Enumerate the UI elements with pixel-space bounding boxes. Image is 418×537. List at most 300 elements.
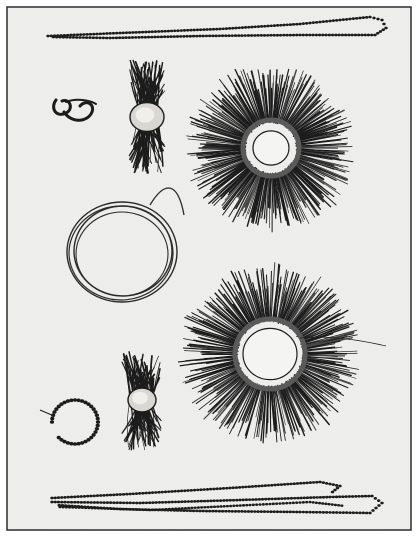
bead [92, 33, 95, 36]
bead [231, 510, 234, 513]
bead [365, 16, 368, 19]
bead [260, 25, 263, 28]
bead [141, 492, 144, 495]
bead [174, 501, 177, 504]
bead [205, 510, 208, 513]
bead [58, 36, 61, 39]
bead [341, 34, 344, 37]
bead [205, 35, 208, 38]
bead [208, 510, 211, 513]
bead [115, 501, 118, 504]
bead [125, 31, 128, 34]
bead [86, 501, 89, 504]
bead [115, 493, 118, 496]
bead [344, 495, 347, 498]
bead [192, 35, 195, 38]
bead [66, 399, 70, 403]
bead [322, 20, 325, 23]
bead [354, 495, 357, 498]
bead [254, 25, 257, 28]
bead [99, 32, 102, 35]
bead [193, 500, 196, 503]
bead [216, 499, 219, 502]
bead [224, 34, 227, 37]
bead [186, 29, 189, 32]
bead [318, 34, 321, 37]
bead [219, 505, 222, 508]
bead [132, 492, 135, 495]
bead [251, 498, 254, 501]
bead [67, 496, 70, 499]
bead [134, 31, 137, 34]
bead [193, 489, 196, 492]
bead [153, 36, 156, 39]
bead [336, 487, 339, 490]
bead [347, 34, 350, 37]
bead [163, 35, 166, 38]
bead [321, 34, 324, 37]
bead [286, 23, 289, 26]
bead [50, 501, 53, 504]
bead [269, 510, 272, 513]
bead [283, 483, 286, 486]
bead [199, 28, 202, 31]
bead [285, 34, 288, 37]
bead [205, 28, 208, 31]
bead [252, 504, 255, 507]
bead [324, 503, 327, 506]
bead [235, 486, 238, 489]
bead [229, 499, 232, 502]
bead [92, 36, 95, 39]
bead [298, 34, 301, 37]
bead [197, 506, 200, 509]
bead [370, 495, 373, 498]
bead [292, 511, 295, 514]
bead [125, 501, 128, 504]
bead [212, 28, 215, 31]
bead [315, 481, 318, 484]
bead [272, 510, 275, 513]
bead [79, 33, 82, 36]
bead [371, 509, 374, 512]
bead [299, 482, 302, 485]
bead [260, 484, 263, 487]
bead [325, 496, 328, 499]
bead [338, 485, 341, 488]
bead [89, 495, 92, 498]
bead [50, 420, 54, 424]
bead [322, 481, 325, 484]
bead [185, 35, 188, 38]
bead [160, 30, 163, 33]
bead [190, 507, 193, 510]
bead [308, 22, 311, 25]
bead [266, 25, 269, 28]
bead [203, 500, 206, 503]
bead [380, 502, 383, 505]
bead [70, 496, 73, 499]
bead [261, 498, 264, 501]
bead [89, 33, 92, 36]
bead [256, 510, 259, 513]
bead [361, 495, 364, 498]
bead [248, 485, 251, 488]
bead [258, 503, 261, 506]
bead [289, 511, 292, 514]
bead [137, 36, 140, 39]
bead [250, 510, 253, 513]
bead [242, 499, 245, 502]
bead [195, 510, 198, 513]
bead [161, 508, 164, 511]
bead [119, 501, 122, 504]
bead [123, 508, 126, 511]
bead [328, 511, 331, 514]
bead [82, 33, 85, 36]
bead [292, 502, 295, 505]
bead [235, 499, 238, 502]
bead [376, 32, 379, 35]
bead [308, 501, 311, 504]
bead [97, 507, 100, 510]
bead [157, 36, 160, 39]
bead [344, 34, 347, 37]
bead [82, 36, 85, 39]
bead [279, 510, 282, 513]
bead [198, 35, 201, 38]
bead [215, 28, 218, 31]
hair-strand [270, 388, 271, 432]
bead [181, 507, 184, 510]
bead [177, 490, 180, 493]
bead [348, 18, 351, 21]
bead [115, 32, 118, 35]
bead [212, 499, 215, 502]
bead [298, 23, 301, 26]
bead [260, 34, 263, 37]
bead [76, 33, 79, 36]
bead [88, 36, 91, 39]
bead [335, 19, 338, 22]
bead [210, 506, 213, 509]
bead [135, 502, 138, 505]
bead [312, 501, 315, 504]
bead [57, 436, 61, 440]
bead [238, 486, 241, 489]
bead [272, 34, 275, 37]
bead [50, 417, 54, 421]
bead [155, 508, 158, 511]
bead [332, 483, 335, 486]
bead [253, 34, 256, 37]
bead [118, 32, 121, 35]
bead [93, 410, 97, 414]
bead [282, 510, 285, 513]
bead [112, 493, 115, 496]
bead [86, 495, 89, 498]
bead [263, 510, 266, 513]
bead [377, 499, 380, 502]
bead [262, 503, 265, 506]
bead [196, 29, 199, 32]
bead [100, 507, 103, 510]
bead [224, 510, 227, 513]
bead [124, 36, 127, 39]
bead [166, 35, 169, 38]
bead [255, 503, 258, 506]
bead [244, 486, 247, 489]
bead [312, 511, 315, 514]
bead [362, 512, 365, 515]
bead [95, 36, 98, 39]
bead [151, 30, 154, 33]
bead [176, 35, 179, 38]
bead [80, 501, 83, 504]
bead [148, 491, 151, 494]
bead [328, 496, 331, 499]
bead [202, 35, 205, 38]
bead [96, 420, 100, 424]
bead [131, 36, 134, 39]
bead [95, 413, 99, 417]
bead [168, 508, 171, 511]
bead [203, 506, 206, 509]
bead [119, 508, 122, 511]
bead [186, 509, 189, 512]
bead [243, 34, 246, 37]
center-hole [253, 131, 289, 165]
bead [75, 36, 78, 39]
bead [192, 29, 195, 32]
bead [183, 29, 186, 32]
bead [341, 495, 344, 498]
bead [115, 36, 118, 39]
bead [74, 506, 77, 509]
bead [234, 510, 237, 513]
bead [128, 493, 131, 496]
bead [187, 507, 190, 510]
bead [138, 502, 141, 505]
bead [279, 24, 282, 27]
bead [288, 502, 291, 505]
bead [332, 511, 335, 514]
bead [332, 19, 335, 22]
bead [221, 510, 224, 513]
bead [276, 510, 279, 513]
bead [333, 489, 336, 492]
bead [338, 511, 341, 514]
bead [122, 32, 125, 35]
bead [277, 497, 280, 500]
bead [138, 492, 141, 495]
bead [105, 32, 108, 35]
bead [242, 504, 245, 507]
bead [238, 26, 241, 29]
bead [266, 34, 269, 37]
bead [72, 34, 75, 37]
bead [241, 26, 244, 29]
bead [113, 508, 116, 511]
bead [144, 31, 147, 34]
bead [380, 19, 383, 22]
bead [119, 493, 122, 496]
bead [232, 499, 235, 502]
bead [215, 487, 218, 490]
bead [308, 34, 311, 37]
bead [186, 489, 189, 492]
bead [337, 34, 340, 37]
bead [164, 501, 167, 504]
bead [170, 490, 173, 493]
bead [93, 501, 96, 504]
bead [60, 496, 63, 499]
bead [296, 497, 299, 500]
bead [327, 503, 330, 506]
bead [183, 489, 186, 492]
bead [116, 508, 119, 511]
bead [99, 501, 102, 504]
bead [157, 491, 160, 494]
bead [67, 501, 70, 504]
bead [277, 483, 280, 486]
bead [305, 501, 308, 504]
bead [305, 481, 308, 484]
bead [302, 22, 305, 25]
bead [243, 510, 246, 513]
bead [139, 508, 142, 511]
bead [109, 494, 112, 497]
bead [134, 36, 137, 39]
bead [265, 503, 268, 506]
bead [122, 501, 125, 504]
bead [102, 501, 105, 504]
bead [257, 485, 260, 488]
bead [382, 28, 385, 31]
bead [196, 500, 199, 503]
bead [364, 495, 367, 498]
bead [81, 506, 84, 509]
bead [247, 26, 250, 29]
bead [170, 30, 173, 33]
bead [351, 495, 354, 498]
bead [96, 424, 100, 428]
bead [290, 497, 293, 500]
bead [147, 30, 150, 33]
bead [58, 506, 61, 509]
bead [299, 497, 302, 500]
bead [340, 504, 343, 507]
bead [52, 36, 55, 39]
bead [112, 37, 115, 40]
bead [192, 509, 195, 512]
bead [325, 482, 328, 485]
bead [190, 489, 193, 492]
bead [132, 502, 135, 505]
bead [214, 510, 217, 513]
bead [279, 34, 282, 37]
bead [80, 441, 84, 445]
bead [218, 28, 221, 31]
bead [206, 488, 209, 491]
bead [309, 481, 312, 484]
bead [222, 27, 225, 30]
bead [264, 484, 267, 487]
bead [306, 496, 309, 499]
bead [305, 22, 308, 25]
bead [332, 496, 335, 499]
bead [293, 482, 296, 485]
bead [76, 442, 80, 446]
bead [334, 34, 337, 37]
bead [99, 494, 102, 497]
bead [78, 36, 81, 39]
bead [138, 31, 141, 34]
bead [129, 508, 132, 511]
bead [240, 34, 243, 37]
bead [65, 506, 68, 509]
bead [69, 442, 73, 446]
bead [169, 35, 172, 38]
bead [125, 493, 128, 496]
bead [142, 502, 145, 505]
bead [318, 21, 321, 24]
bead [318, 502, 321, 505]
bead [239, 504, 242, 507]
bead [98, 36, 101, 39]
bead [312, 481, 315, 484]
bead [318, 511, 321, 514]
bead [358, 17, 361, 20]
bead [71, 506, 74, 509]
bead [187, 500, 190, 503]
bead [382, 23, 385, 26]
bead [370, 34, 373, 37]
bead [266, 510, 269, 513]
bead [331, 491, 334, 494]
bead [214, 34, 217, 37]
bead [335, 484, 338, 487]
bead [228, 487, 231, 490]
bead [338, 495, 341, 498]
bead [190, 500, 193, 503]
bead [280, 483, 283, 486]
bead [63, 501, 66, 504]
bead [292, 23, 295, 26]
bead [345, 18, 348, 21]
bead [263, 34, 266, 37]
bead [315, 511, 318, 514]
bead [254, 485, 257, 488]
bead [189, 29, 192, 32]
bead [324, 34, 327, 37]
bead [355, 17, 358, 20]
bead [196, 489, 199, 492]
bead [95, 33, 98, 36]
bead [357, 34, 360, 37]
bead [154, 501, 157, 504]
bead [256, 34, 259, 37]
bead [227, 34, 230, 37]
bead [105, 37, 108, 40]
bead [60, 501, 63, 504]
bead [73, 501, 76, 504]
bead [278, 502, 281, 505]
bead [376, 18, 379, 21]
bead [200, 506, 203, 509]
bead [251, 485, 254, 488]
bead [237, 510, 240, 513]
